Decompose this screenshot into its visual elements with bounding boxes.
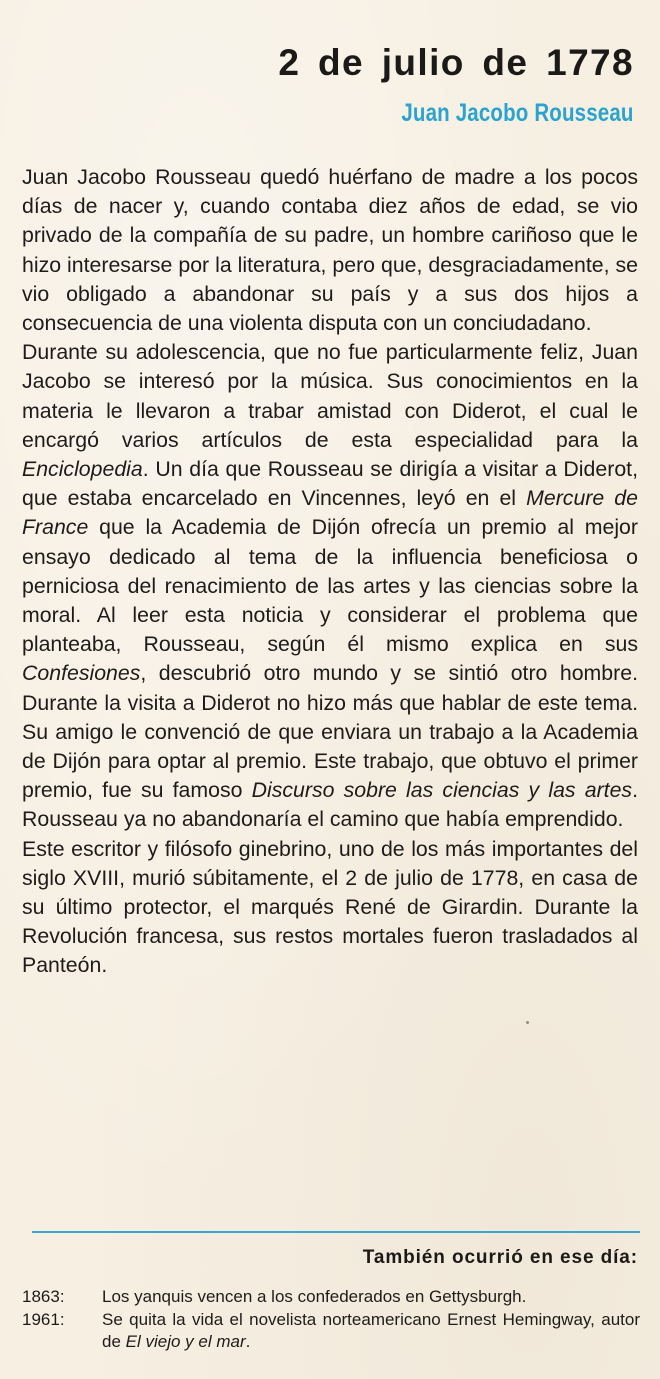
event-year: 1863: (22, 1287, 65, 1306)
event-item (22, 1286, 640, 1309)
title-discurso: Discurso sobre las ciencias y las artes (251, 778, 633, 803)
paragraph-2-text-1: Durante su adolescencia, que no fue particularmente feliz, Juan Jacobo se interesó por la música. Sus conocimientos en la materia le llevaron a trabar amistad con Diderot, el cual le encargó varios artículos de esta especialidad para la (22, 340, 638, 452)
paragraph-1: Juan Jacobo Rousseau quedó huérfano de madre a los pocos días de nacer y, cuando contaba diez años de edad, se vio privado de la compañía de su padre, un hombre cariñoso que le hizo interesarse por la literatura, pero que, desgraciadamente, se vio obligado a abandonar su país y a sus dos hijos a consecuencia de una violenta disputa con un conciudadano. (22, 165, 638, 336)
event-text-after: . (245, 1332, 251, 1351)
article-body (22, 163, 638, 981)
event-year: 1961: (22, 1309, 65, 1329)
paragraph-2-text-4: , descubrió otro mundo y se sintió otro hombre. Durante la visita a Diderot no hizo más que hablar de este tema. Su amigo le convenció de que enviara un trabajo a la Academia de Dijón para optar al premio. Este trabajo, que obtuvo el primer premio, fue su famoso (22, 661, 638, 803)
print-speck (526, 1021, 529, 1024)
event-text (102, 1309, 640, 1354)
title-el-viejo-y-el-mar: El viejo y el mar (125, 1332, 246, 1351)
title-mercure-de-france: Mercure de France (22, 486, 638, 540)
header (278, 40, 634, 130)
events-list (22, 1286, 640, 1354)
paragraph-2-text-3: que la Academia de Dijón ofrecía un premio al mejor ensayo dedicado al tema de la influencia beneficiosa o perniciosa del renacimiento de las artes y las ciencias sobre la moral. Al leer esta noticia y considerar el problema que planteaba, Rousseau, según él mismo explica en sus (22, 515, 638, 657)
paragraph-2-text-2: . Un día que Rousseau se dirigía a visitar a Diderot, que estaba encarcelado en Vincennes, leyó en el (22, 457, 638, 511)
date-title: 2 de julio de 1778 (278, 42, 634, 83)
title-enciclopedia: Enciclopedia (22, 457, 143, 482)
title-confesiones: Confesiones (22, 661, 141, 686)
paragraph-2-text-5: . Rousseau ya no abandonaría el camino que había emprendido. (22, 778, 638, 832)
event-text-before: Se quita la vida el novelista norteamericano Ernest Hemingway, autor de (102, 1309, 640, 1351)
event-item (22, 1309, 640, 1354)
event-text: Los yanquis vencen a los confederados en Gettysburgh. (102, 1287, 527, 1306)
person-name: Juan Jacobo Rousseau (401, 99, 634, 127)
also-happened-heading: También ocurrió en ese día: (362, 1247, 638, 1268)
section-divider (32, 1231, 640, 1233)
paragraph-3: Este escritor y filósofo ginebrino, uno de los más importantes del siglo XVIII, murió súbitamente, el 2 de julio de 1778, en casa de su último protector, el marqués René de Girardin. Durante la Revolución francesa, sus restos mortales fueron trasladados al Panteón. (22, 836, 638, 978)
paragraph-2 (22, 338, 638, 834)
